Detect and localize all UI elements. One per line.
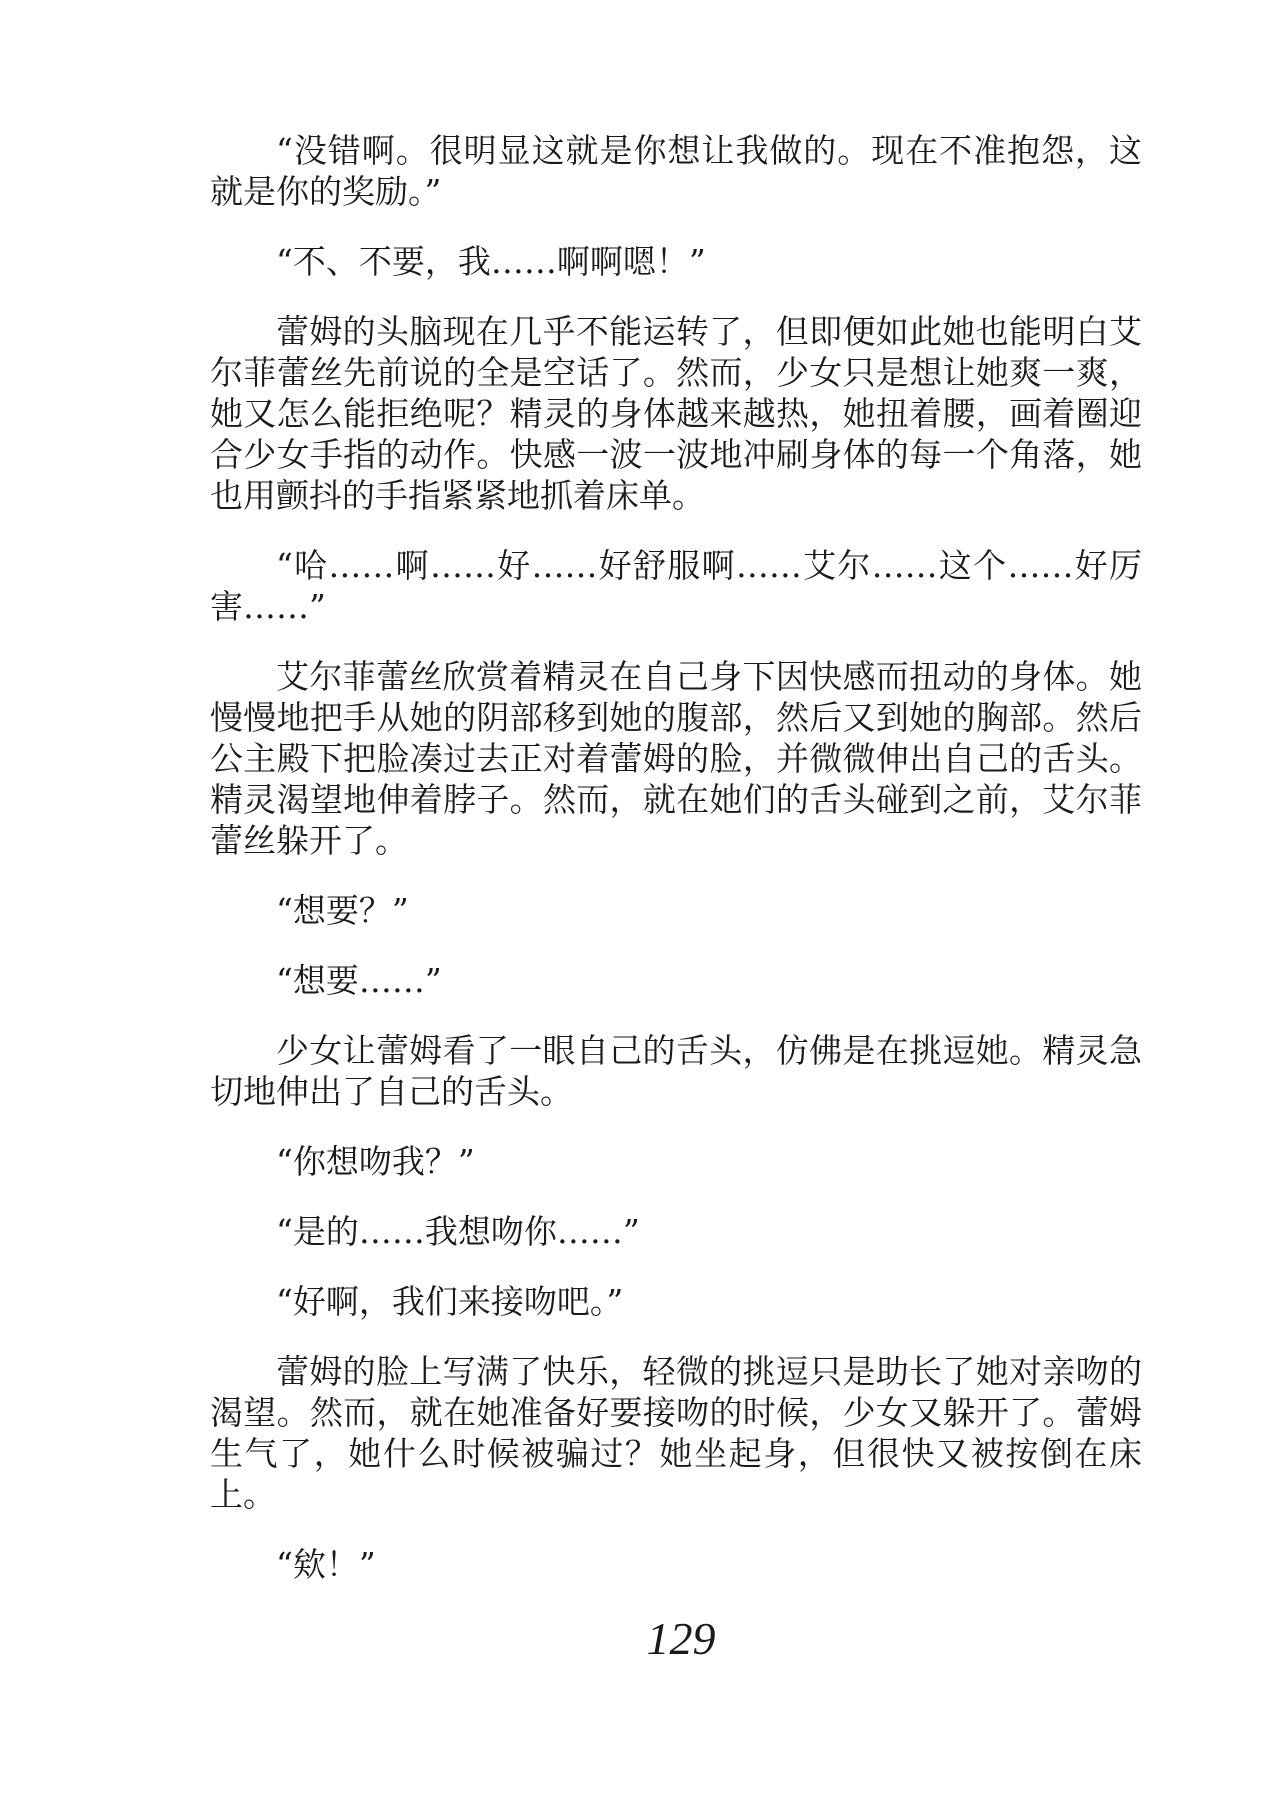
paragraph: 蕾姆的头脑现在几乎不能运转了，但即便如此她也能明白艾尔菲蕾丝先前说的全是空话了。然而，少女只是想让她爽一爽，她又怎么能拒绝呢？精灵的身体越来越热，她扭着腰，画着圈迎合少女手指的动作。快感一波一波地冲刷身体的每一个角落，她也用颤抖的手指紧紧地抓着床单。 (210, 312, 1142, 515)
page-number: 129 (646, 1613, 716, 1664)
paragraph: “哈……啊……好……好舒服啊……艾尔……这个……好厉害……” (210, 546, 1142, 626)
paragraph: “想要……” (276, 961, 442, 1000)
paragraph: “想要？” (276, 891, 409, 930)
paragraph: 蕾姆的脸上写满了快乐，轻微的挑逗只是助长了她对亲吻的渴望。然而，就在她准备好要接吻的时候，少女又躲开了。蕾姆生气了，她什么时候被骗过？她坐起身，但很快又被按倒在床上。 (210, 1352, 1142, 1514)
paragraph: “好啊，我们来接吻吧。” (276, 1282, 624, 1321)
paragraph: “是的……我想吻你……” (276, 1212, 640, 1251)
paragraph: 少女让蕾姆看了一眼自己的舌头，仿佛是在挑逗她。精灵急切地伸出了自己的舌头。 (210, 1031, 1142, 1111)
paragraph: “欸！” (276, 1545, 376, 1584)
paragraph: “你想吻我？” (276, 1142, 475, 1181)
paragraph: “不、不要，我……啊啊嗯！” (276, 242, 706, 281)
paragraph: 艾尔菲蕾丝欣赏着精灵在自己身下因快感而扭动的身体。她慢慢地把手从她的阴部移到她的腹部，然后又到她的胸部。然后公主殿下把脸凑过去正对着蕾姆的脸，并微微伸出自己的舌头。精灵渴望地伸着脖子。然而，就在她们的舌头碰到之前，艾尔菲蕾丝躲开了。 (210, 657, 1142, 860)
paragraph: “没错啊。很明显这就是你想让我做的。现在不准抱怨，这就是你的奖励。” (210, 131, 1142, 211)
page-body (210, 130, 1142, 1614)
